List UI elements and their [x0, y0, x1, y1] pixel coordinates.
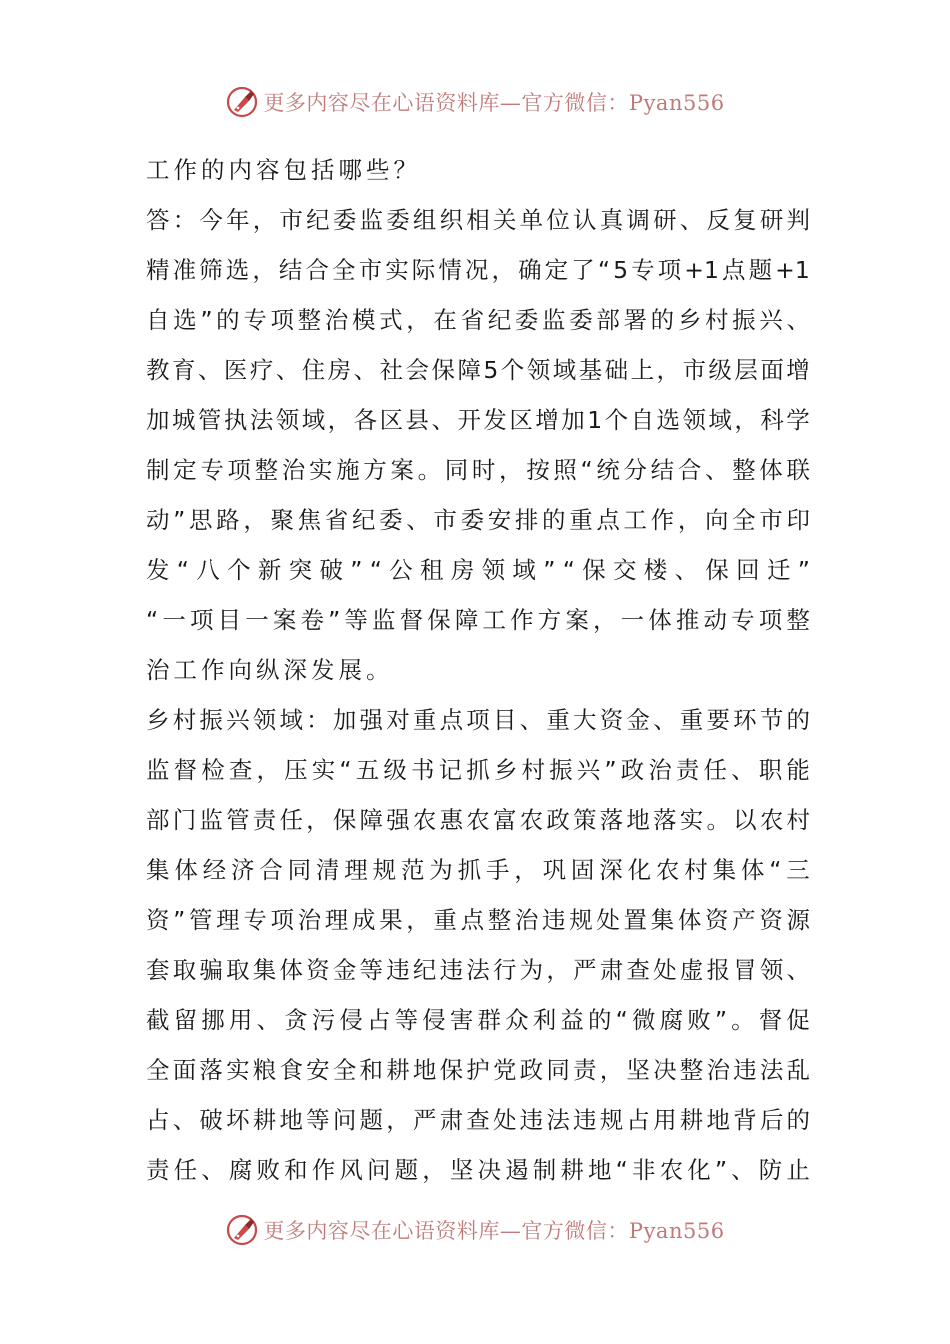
text-line: “ 一 项 目 一 案 卷 ” 等 监 督 保 障 工 作 方 案 ， 一 体 推 动 专 项 整	[146, 606, 810, 634]
text-line: 加 城 管 执 法 领 域 ， 各 区 县 、 开 发 区 增 加 1 个 自 选 领 域 ， 科 学	[146, 406, 810, 434]
text-line: 工作的内容包括哪些？	[146, 156, 421, 184]
text-line: 截 留 挪 用 、 贪 污 侵 占 等 侵 害 群 众 利 益 的 “ 微 腐 败 ” 。 督 促	[146, 1006, 810, 1034]
pen-nib-logo-icon	[225, 1213, 259, 1247]
footer-watermark-banner	[0, 1210, 950, 1250]
text-line: 部 门 监 管 责 任 ， 保 障 强 农 惠 农 富 农 政 策 落 地 落 实 。 以 农 村	[146, 806, 810, 834]
text-line: 资 ” 管 理 专 项 治 理 成 果 ， 重 点 整 治 违 规 处 置 集 体 资 产 资 源	[146, 906, 810, 934]
pen-nib-logo-icon	[225, 85, 259, 119]
text-line: 答 ： 今 年 ， 市 纪 委 监 委 组 织 相 关 单 位 认 真 调 研 、 反 复 研 判	[146, 206, 810, 234]
text-line: 制 定 专 项 整 治 实 施 方 案 。 同 时 ， 按 照 “ 统 分 结 合 、 整 体 联	[146, 456, 810, 484]
text-line: 自 选 ” 的 专 项 整 治 模 式 ， 在 省 纪 委 监 委 部 署 的 乡 村 振 兴 、	[146, 306, 810, 334]
header-watermark-banner	[0, 82, 950, 122]
banner-text: 更多内容尽在心语资料库—官方微信：Pyan556	[263, 91, 725, 115]
banner-text: 更多内容尽在心语资料库—官方微信：Pyan556	[263, 1219, 725, 1243]
text-line: 乡 村 振 兴 领 域 ： 加 强 对 重 点 项 目 、 重 大 资 金 、 重 要 环 节 的	[146, 706, 810, 734]
text-line: 动 ” 思 路 ， 聚 焦 省 纪 委 、 市 委 安 排 的 重 点 工 作 ， 向 全 市 印	[146, 506, 810, 534]
text-line: 治工作向纵深发展。	[146, 656, 394, 684]
text-line: 责 任 、 腐 败 和 作 风 问 题 ， 坚 决 遏 制 耕 地 “ 非 农 化 ” 、 防 止	[146, 1156, 810, 1184]
text-line: 精 准 筛 选 ， 结 合 全 市 实 际 情 况 ， 确 定 了 “ 5 专 项 +1 点 题 +1	[146, 256, 810, 284]
text-line: 教 育 、 医 疗 、 住 房 、 社 会 保 障 5 个 领 域 基 础 上 ， 市 级 层 面 增	[146, 356, 810, 384]
text-line: 占 、 破 坏 耕 地 等 问 题 ， 严 肃 查 处 违 法 违 规 占 用 耕 地 背 后 的	[146, 1106, 810, 1134]
text-line: 集 体 经 济 合 同 清 理 规 范 为 抓 手 ， 巩 固 深 化 农 村 集 体 “ 三	[146, 856, 810, 884]
text-line: 监 督 检 查 ， 压 实 “ 五 级 书 记 抓 乡 村 振 兴 ” 政 治 责 任 、 职 能	[146, 756, 810, 784]
document-body	[146, 145, 810, 1195]
text-line: 全 面 落 实 粮 食 安 全 和 耕 地 保 护 党 政 同 责 ， 坚 决 整 治 违 法 乱	[146, 1056, 810, 1084]
text-line: 发 “ 八 个 新 突 破 ” “ 公 租 房 领 域 ” “ 保 交 楼 、 保 回 迁 ”	[146, 556, 810, 584]
text-line: 套 取 骗 取 集 体 资 金 等 违 纪 违 法 行 为 ， 严 肃 查 处 虚 报 冒 领 、	[146, 956, 810, 984]
